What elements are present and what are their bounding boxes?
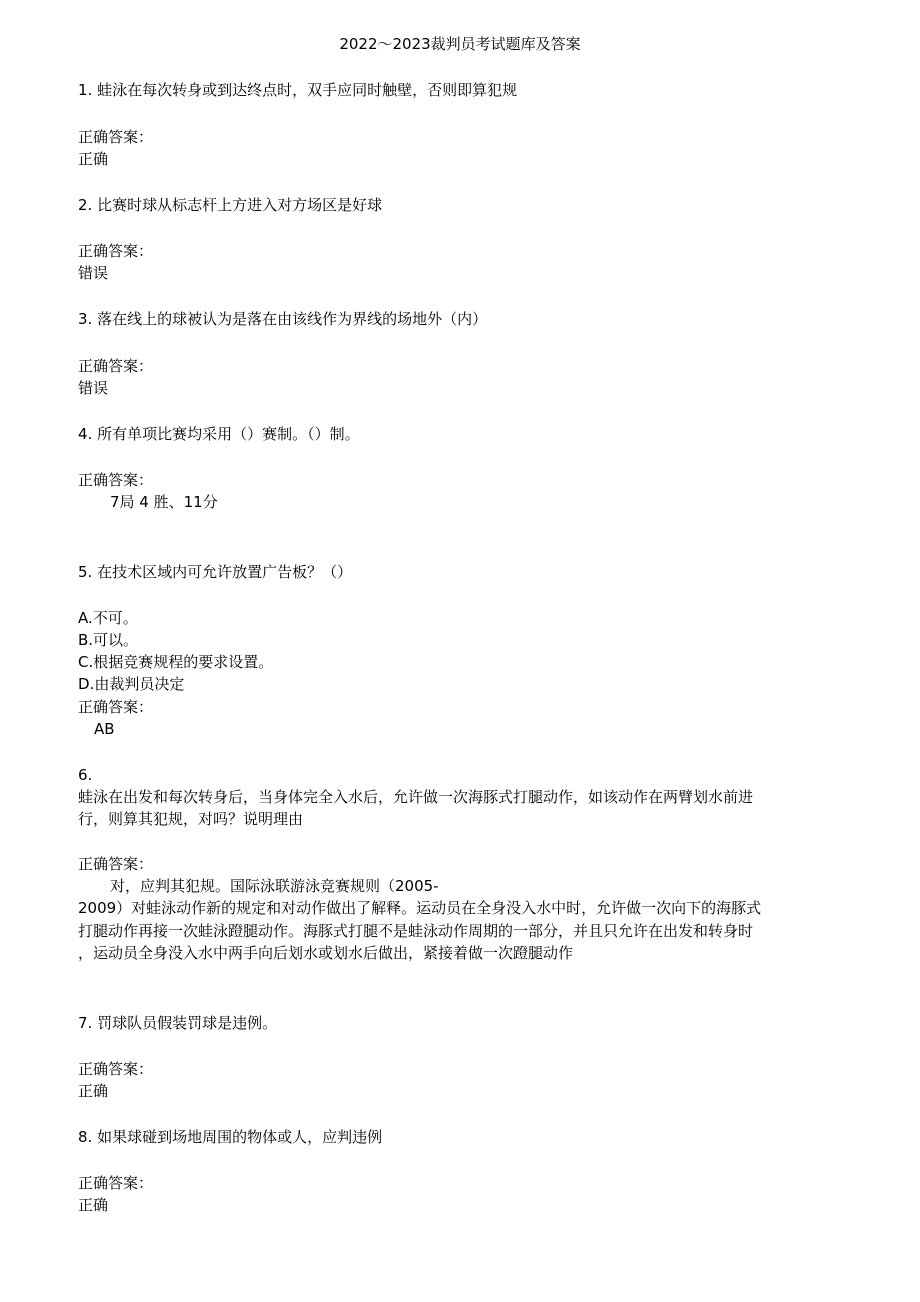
question-8-answer-label: 正确答案： xyxy=(78,1174,154,1192)
question-8-answer: 正确 xyxy=(78,1196,109,1214)
question-8-text: 8. 如果球碰到场地周围的物体或人，应判违例 xyxy=(78,1128,383,1146)
question-2-answer: 错误 xyxy=(78,264,109,282)
question-7-answer-label: 正确答案： xyxy=(78,1060,154,1078)
question-6-answer-label: 正确答案： xyxy=(78,855,154,873)
question-5-answer-label: 正确答案： xyxy=(78,698,154,716)
page-title: 2022～2023裁判员考试题库及答案 xyxy=(339,35,581,53)
question-5-option-c: C.根据竞赛规程的要求设置。 xyxy=(78,653,274,671)
question-3-answer: 错误 xyxy=(78,379,109,397)
question-6-text-line-2: 行，则算其犯规，对吗？说明理由 xyxy=(78,810,304,828)
question-7-text: 7. 罚球队员假装罚球是违例。 xyxy=(78,1014,278,1032)
question-6-number: 6. xyxy=(78,766,93,784)
question-3-text: 3. 落在线上的球被认为是落在由该线作为界线的场地外（内） xyxy=(78,310,488,328)
question-1-answer: 正确 xyxy=(78,150,109,168)
question-3-answer-label: 正确答案： xyxy=(78,357,154,375)
question-4-text: 4. 所有单项比赛均采用（）赛制。（）制。 xyxy=(78,425,360,443)
question-1-answer-label: 正确答案： xyxy=(78,128,154,146)
question-6-answer-line-1: 对，应判其犯规。国际泳联游泳竞赛规则（2005- xyxy=(110,877,439,895)
question-5-option-a: A.不可。 xyxy=(78,609,138,627)
question-6-answer-line-2: 2009）对蛙泳动作新的规定和对动作做出了解释。运动员在全身没入水中时，允许做一次向下的海豚式 xyxy=(78,899,762,917)
question-2-answer-label: 正确答案： xyxy=(78,242,154,260)
question-7-answer: 正确 xyxy=(78,1082,109,1100)
question-2-text: 2. 比赛时球从标志杆上方进入对方场区是好球 xyxy=(78,196,383,214)
question-6-answer-line-3: 打腿动作再接一次蛙泳蹬腿动作。海豚式打腿不是蛙泳动作周期的一部分，并且只允许在出发和转身时 xyxy=(78,922,754,940)
question-4-answer-label: 正确答案： xyxy=(78,471,154,489)
question-4-answer: 7局 4 胜、11分 xyxy=(110,493,218,511)
question-5-text: 5. 在技术区域内可允许放置广告板？（） xyxy=(78,563,353,581)
question-5-option-d: D.由裁判员决定 xyxy=(78,675,185,693)
question-5-answer: AB xyxy=(94,720,115,738)
question-5-option-b: B.可以。 xyxy=(78,631,139,649)
question-6-answer-line-4: ，运动员全身没入水中两手向后划水或划水后做出，紧接着做一次蹬腿动作 xyxy=(78,944,574,962)
question-6-text-line-1: 蛙泳在出发和每次转身后，当身体完全入水后，允许做一次海豚式打腿动作，如该动作在两臂划水前进 xyxy=(78,788,754,806)
question-1-text: 1. 蛙泳在每次转身或到达终点时，双手应同时触壁，否则即算犯规 xyxy=(78,81,518,99)
